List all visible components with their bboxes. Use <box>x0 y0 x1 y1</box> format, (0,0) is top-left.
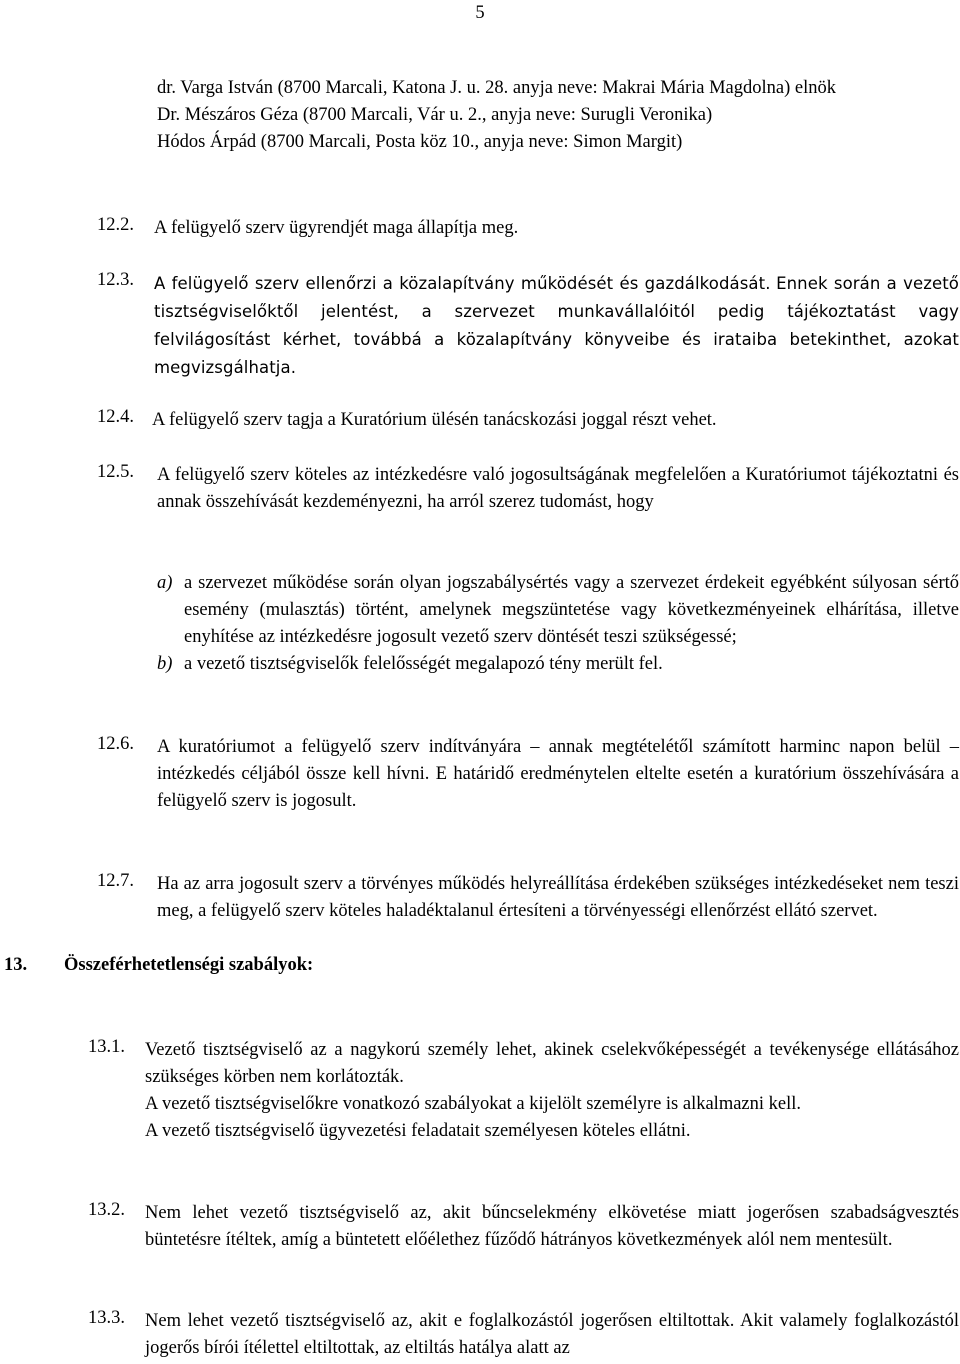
member-item: dr. Varga István (8700 Marcali, Katona J. u. 28. anyja neve: Makrai Mária Magdolna) elnök <box>157 78 836 98</box>
member-list <box>157 75 958 156</box>
section-12-5 <box>157 462 959 516</box>
list-item-label: a) <box>157 573 173 593</box>
paragraph: Nem lehet vezető tisztségviselő az, akit e foglalkozástól jogerősen eltiltottak. Akit valamely foglalkozástól jogerős bírói ítélettel eltiltottak, az eltiltás hatálya alatt az <box>145 1311 959 1358</box>
paragraph-continuation: Ennek során a vezető tisztségviselőktől jelentést, a szervezet munkavállalóitól pedig tájékoztatást vagy felvilágosítást kérhet, továbbá a közalapítvány könyveibe és irataiba betekinthet, azokat megvizsgálhatja. <box>154 274 960 377</box>
paragraph: A kuratóriumot a felügyelő szerv indítványára – annak megtételétől számított harminc napon belül – intézkedés céljából össze kell hívni. E határidő eredménytelen eltelte esetén a kuratórium összehívására a felügyelő szerv is jogosult. <box>157 737 959 811</box>
paragraph: A felügyelő szerv köteles az intézkedésre való jogosultságának megfelelően a Kuratóriumot tájékoztatni és annak összehívását kezdeményezni, ha arról szerez tudomást, hogy <box>157 465 959 512</box>
section-number: 13.3. <box>88 1308 125 1328</box>
section-number: 13.1. <box>88 1037 125 1057</box>
list-item <box>157 651 959 678</box>
section-number: 12.3. <box>97 270 134 290</box>
list-item <box>157 570 959 651</box>
section-number: 12.2. <box>97 215 134 235</box>
list-item-text: a szervezet működése során olyan jogszabálysértés vagy a szervezet érdekeit egyébként súlyosan sértő esemény (mulasztás) történt, amelynek megszüntetése vagy következményeinek elhárítása, illetve enyhítése az intézkedésre jogosult vezető szerv döntését teszi szükségessé; <box>184 573 959 647</box>
section-number: 13.2. <box>88 1200 125 1220</box>
section-heading: Összeférhetetlenségi szabályok: <box>64 955 314 975</box>
section-number: 13. <box>4 955 28 975</box>
paragraph: Vezető tisztségviselő az a nagykorú személy lehet, akinek cselekvőképességét a tevékenysége ellátásához szükséges körben nem korlátozták. <box>145 1040 959 1087</box>
paragraph: A felügyelő szerv ügyrendjét maga állapítja meg. <box>154 218 519 238</box>
member-item: Hódos Árpád (8700 Marcali, Posta köz 10., anyja neve: Simon Margit) <box>157 132 683 152</box>
paragraph <box>154 270 959 382</box>
paragraph: Nem lehet vezető tisztségviselő az, akit bűncselekmény elkövetése miatt jogerősen szabadságvesztés büntetésre ítéltek, amíg a büntetett előélethez fűződő hátrányos következmények alól nem mentesült. <box>145 1203 959 1250</box>
paragraph: A vezető tisztségviselőkre vonatkozó szabályokat a kijelölt személyre is alkalmazni kell. <box>145 1094 802 1114</box>
section-12-2 <box>154 215 959 242</box>
section-number: 12.6. <box>97 734 134 754</box>
list-item-text: a vezető tisztségviselők felelősségét megalapozó tény merült fel. <box>184 654 663 674</box>
section-13-2 <box>145 1200 959 1254</box>
paragraph: Ha az arra jogosult szerv a törvényes működés helyreállítása érdekében szükséges intézkedéseket nem teszi meg, a felügyelő szerv köteles haladéktalanul értesíteni a törvényességi ellenőrzést ellátó szervet. <box>157 874 959 921</box>
condition-list <box>157 570 959 678</box>
section-13-1 <box>145 1037 959 1145</box>
section-12-6 <box>157 734 959 815</box>
section-number: 12.7. <box>97 871 134 891</box>
list-item-label: b) <box>157 654 173 674</box>
paragraph: A vezető tisztségviselő ügyvezetési feladatait személyesen köteles ellátni. <box>145 1121 691 1141</box>
section-12-3 <box>154 270 959 382</box>
section-number: 12.5. <box>97 462 134 482</box>
paragraph: A felügyelő szerv tagja a Kuratórium ülésén tanácskozási joggal részt vehet. <box>152 410 717 430</box>
paragraph-lead: A felügyelő szerv ellenőrzi a közalapítvány működését és gazdálkodását. <box>154 274 771 293</box>
member-item: Dr. Mészáros Géza (8700 Marcali, Vár u. 2., anyja neve: Surugli Veronika) <box>157 105 713 125</box>
section-12-7 <box>157 871 959 925</box>
section-12-4 <box>152 407 959 434</box>
page-number: 5 <box>475 3 485 23</box>
section-number: 12.4. <box>97 407 134 427</box>
section-13-3 <box>145 1308 959 1362</box>
